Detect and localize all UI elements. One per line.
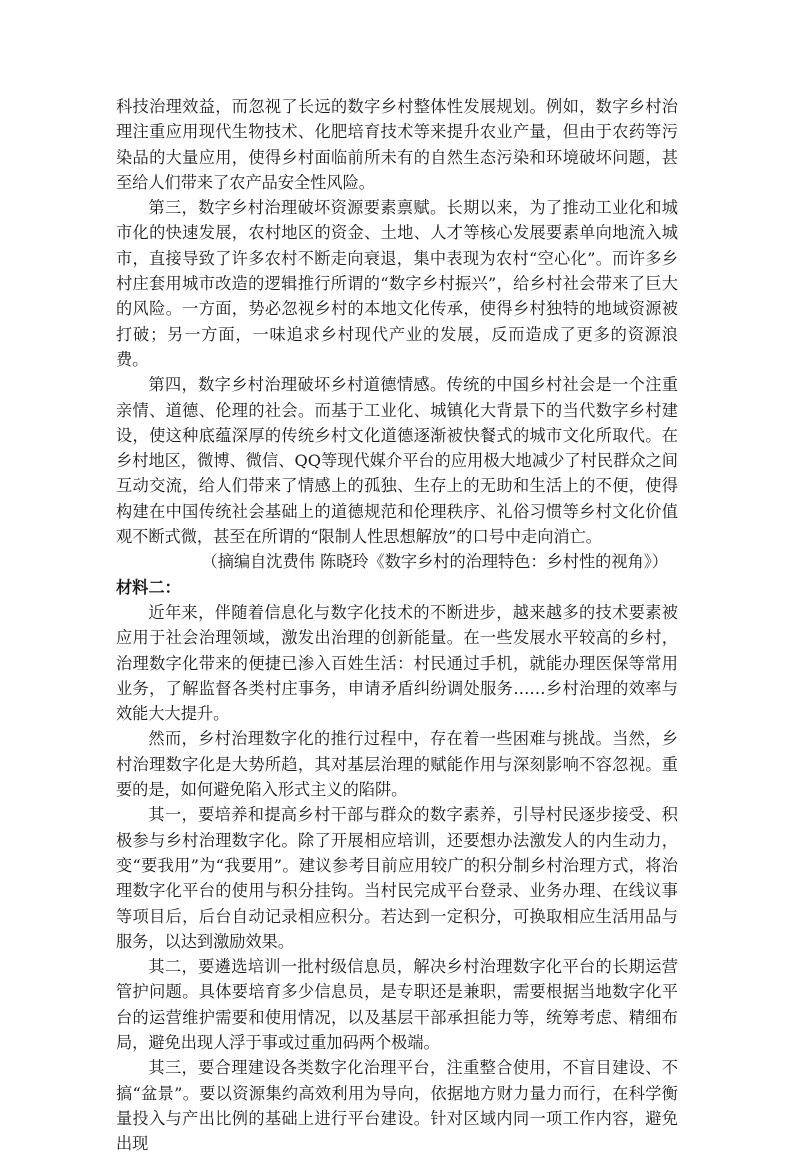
- paragraph-third-point: 第三，数字乡村治理破坏资源要素禀赋。长期以来，为了推动工业化和城市化的快速发展，农村地区的资金、土地、人才等核心发展要素单向地流入城市，直接导致了许多农村不断走向衰退，集中表现为农村“空心化”。而许多乡村庄套用城市改造的逻辑推行所谓的“数字乡村振兴”，给乡村社会带来了巨大的风险。一方面，势必忽视乡村的本地文化传承，使得乡村独特的地域资源被打破；另一方面，一味追求乡村现代产业的发展，反而造成了更多的资源浪费。: [116, 198, 678, 369]
- source-citation: （摘编自沈费伟 陈晓玲《数字乡村的治理特色：乡村性的视角》）: [201, 552, 668, 572]
- document-page: [116, 94, 678, 1156]
- paragraph-continued: 科技治理效益，而忽视了长远的数字乡村整体性发展规划。例如，数字乡村治理注重应用现代生物技术、化肥培育技术等来提升农业产量，但由于农药等污染品的大量应用，使得乡村面临前所未有的自然生态污染和环境破坏问题，甚至给人们带来了农产品安全性风险。: [116, 97, 678, 192]
- material-two-heading: 材料二：: [116, 577, 181, 597]
- material-two-paragraph-2: 然而，乡村治理数字化的推行过程中，存在着一些困难与挑战。当然，乡村治理数字化是大势所趋，其对基层治理的赋能作用与深刻影响不容忽视。重要的是，如何避免陷入形式主义的陷阱。: [116, 729, 678, 800]
- paragraph-fourth-point: 第四，数字乡村治理破坏乡村道德情感。传统的中国乡村社会是一个注重亲情、道德、伦理的社会。而基于工业化、城镇化大背景下的当代数字乡村建设，使这种底蕴深厚的传统乡村文化道德逐渐被快餐式的城市文化所取代。在乡村地区，微博、微信、QQ等现代媒介平台的应用极大地减少了村民群众之间互动交流，给人们带来了情感上的孤独、生存上的无助和生活上的不便，使得构建在中国传统社会基础上的道德规范和伦理秩序、礼俗习惯等乡村文化价值观不断式微，甚至在所谓的“限制人性思想解放”的口号中走向消亡。: [116, 375, 678, 547]
- material-two-paragraph-3: 其一，要培养和提高乡村干部与群众的数字素养，引导村民逐步接受、积极参与乡村治理数字化。除了开展相应培训，还要想办法激发人的内生动力，变“要我用”为“我要用”。建议参考目前应用较广的积分制乡村治理方式，将治理数字化平台的使用与积分挂钩。当村民完成平台登录、业务办理、在线议事等项目后，后台自动记录相应积分。若达到一定积分，可换取相应生活用品与服务，以达到激励效果。: [116, 805, 678, 951]
- material-two-paragraph-4: 其二，要遴选培训一批村级信息员，解决乡村治理数字化平台的长期运营管护问题。具体要培育多少信息员，是专职还是兼职，需要根据当地数字化平台的运营维护需要和使用情况，以及基层干部承担能力等，统筹考虑、精细布局，避免出现人浮于事或过重加码两个极端。: [116, 957, 678, 1052]
- material-two-paragraph-5: 其三，要合理建设各类数字化治理平台，注重整合使用，不盲目建设、不搞“盆景”。要以资源集约高效利用为导向，依据地方财力量力而行，在科学衡量投入与产出比例的基础上进行平台建设。针对区域内同一项工作内容，避免出现: [116, 1058, 678, 1154]
- material-two-paragraph-1: 近年来，伴随着信息化与数字化技术的不断进步，越来越多的技术要素被应用于社会治理领域，激发出治理的创新能量。在一些发展水平较高的乡村，治理数字化带来的便捷已渗入百姓生活：村民通过手机，就能办理医保等常用业务，了解监督各类村庄事务，申请矛盾纠纷调处服务……乡村治理的效率与效能大大提升。: [116, 602, 678, 724]
